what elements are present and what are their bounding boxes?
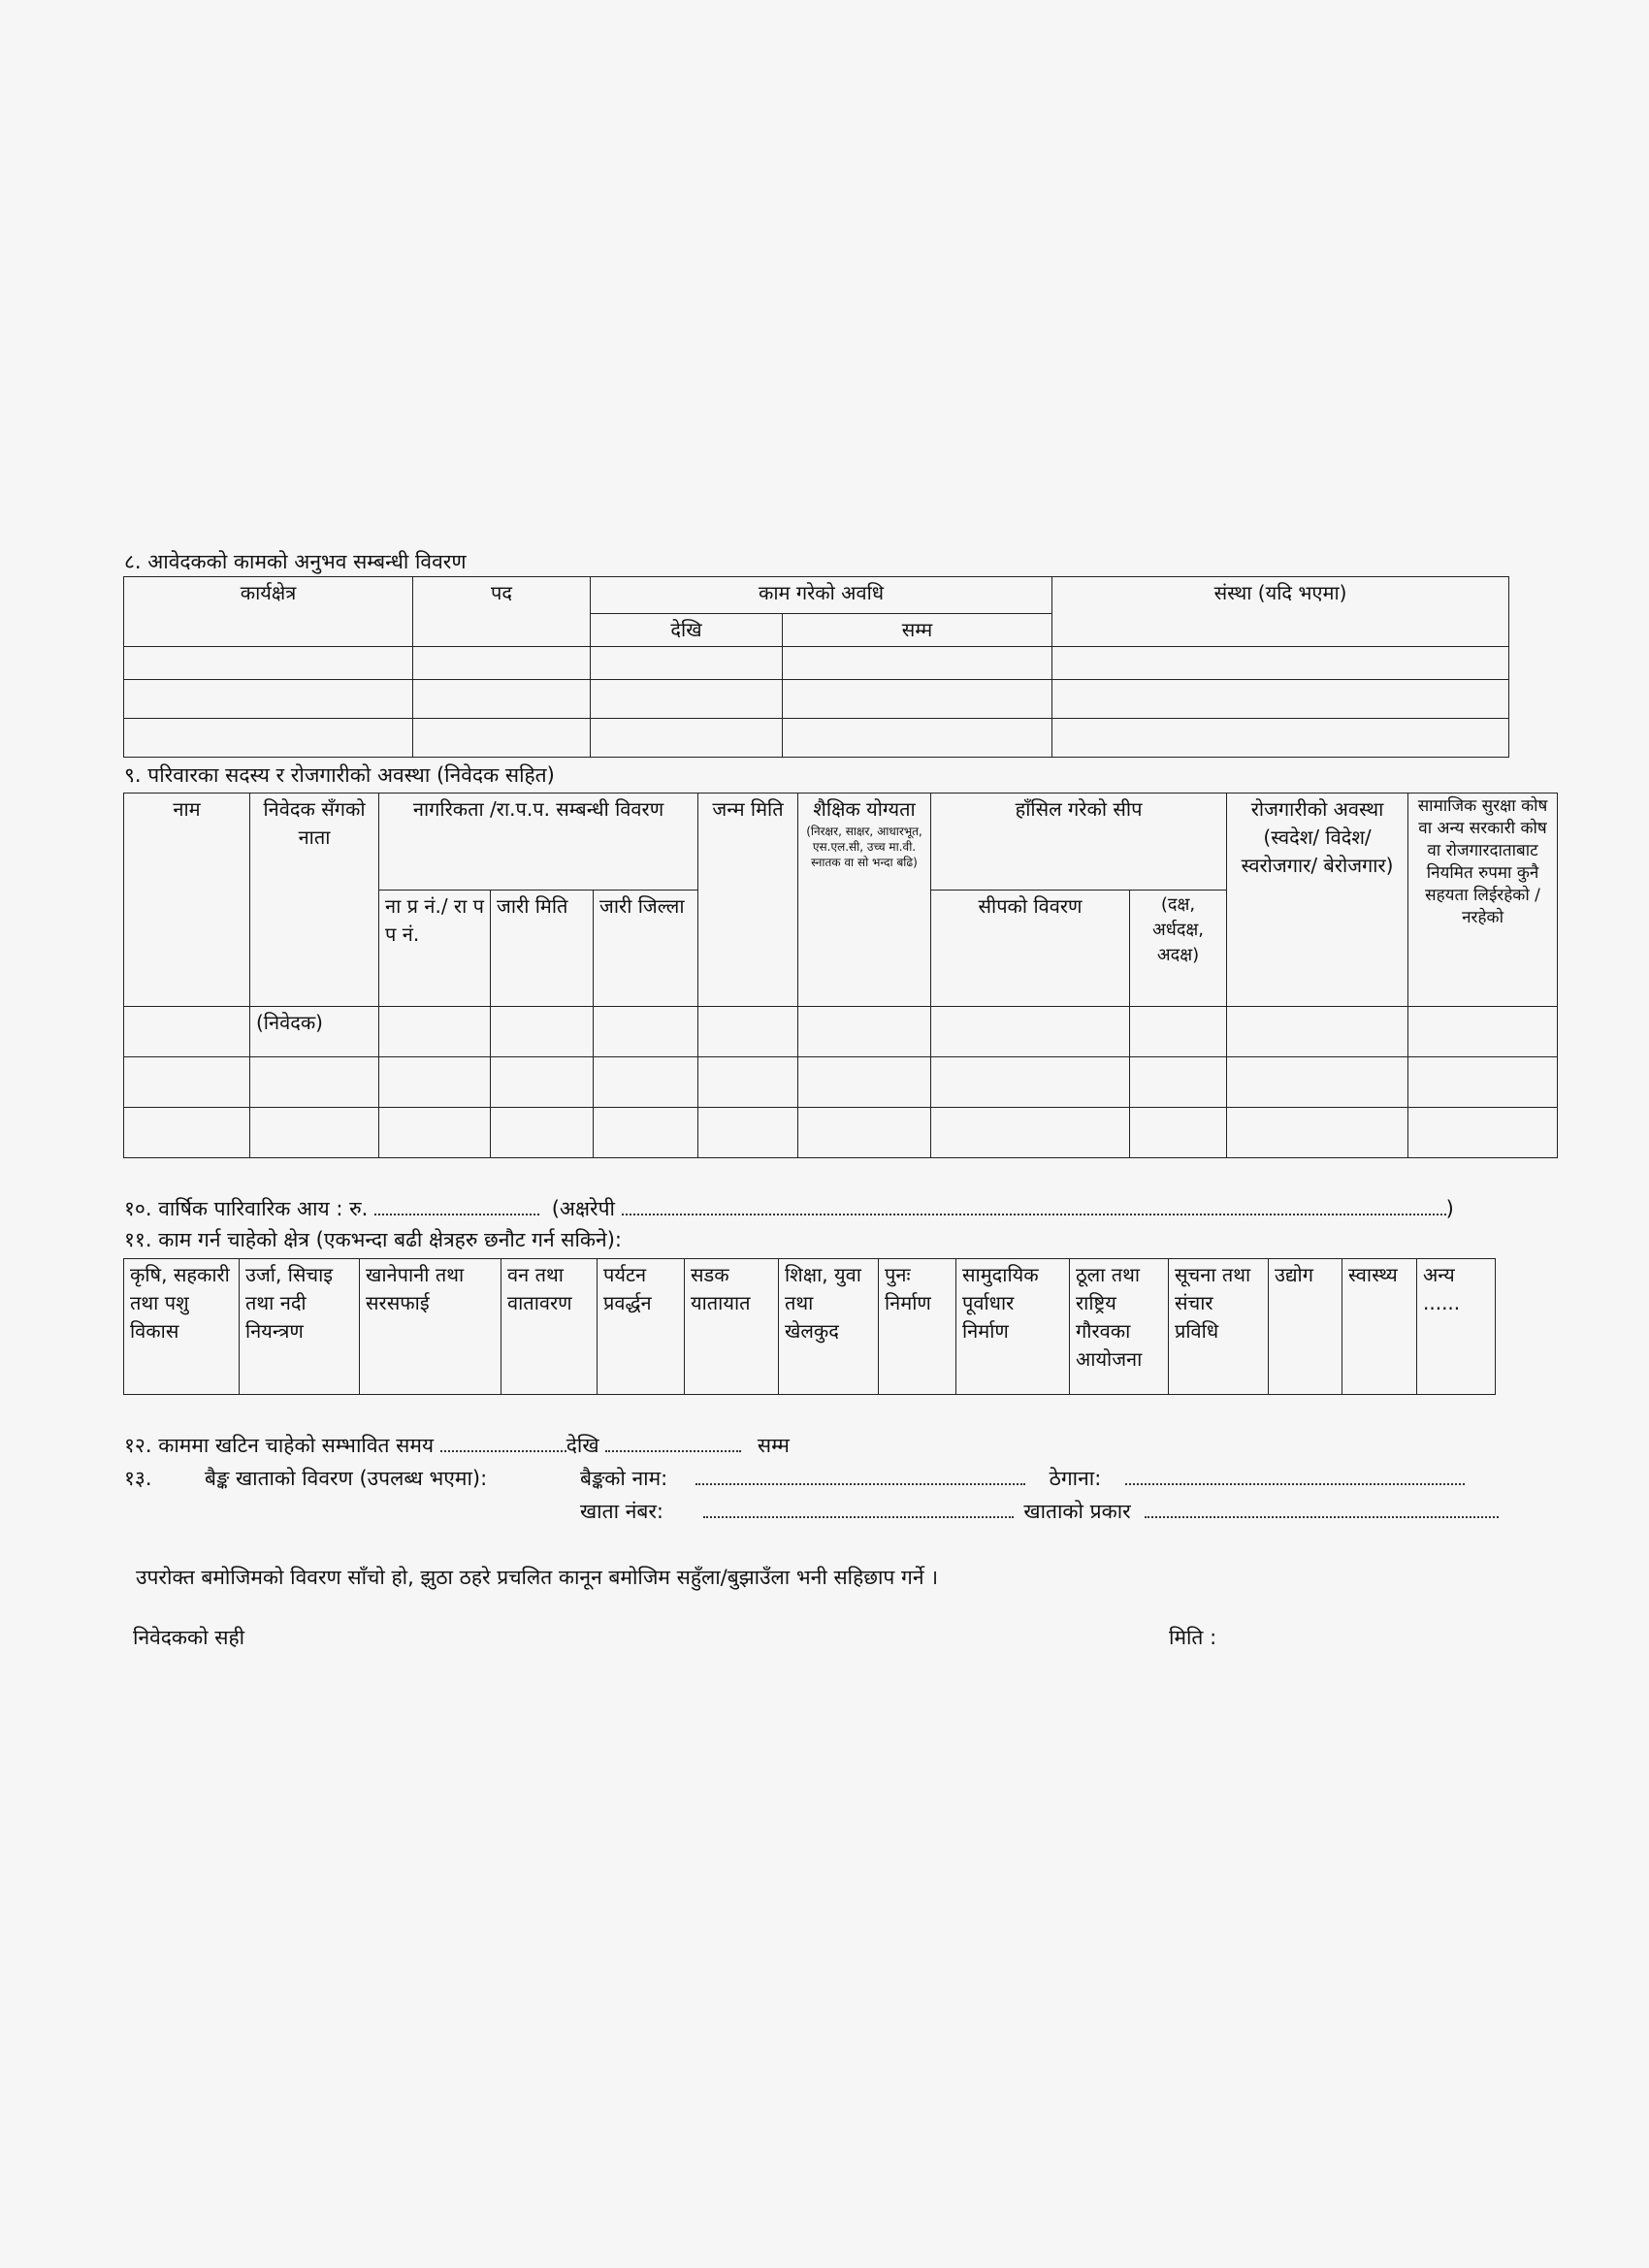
account-type-field[interactable] [1145, 1501, 1499, 1518]
table-row [124, 1007, 1558, 1057]
work-area-option[interactable]: उर्जा, सिचाइ तथा नदी नियन्त्रण [240, 1259, 360, 1395]
bank-number: १३. [124, 1467, 152, 1490]
applicant-relation-cell: (निवेदक) [250, 1007, 379, 1057]
work-area-option[interactable]: सामुदायिक पूर्वाधार निर्माण [956, 1259, 1070, 1395]
income-in-words-label: (अक्षरेपी [551, 1197, 615, 1220]
signature-label: निवेदकको सही [133, 1626, 245, 1649]
col-skill-detail: सीपको विवरण [931, 891, 1130, 1007]
account-number-label: खाता नंबर: [580, 1500, 664, 1523]
col-from: देखि [591, 614, 783, 647]
col-issue-district: जारी जिल्ला [594, 891, 698, 1007]
col-social-security: सामाजिक सुरक्षा कोष वा अन्य सरकारी कोष वा रोजगारदाताबाट नियमित रुपमा कुनै सहयता लिईरहेको / नरहेको [1408, 794, 1558, 1007]
available-from-label: देखि [566, 1434, 599, 1457]
work-area-option[interactable]: शिक्षा, युवा तथा खेलकुद [779, 1259, 879, 1395]
table-row [124, 647, 1509, 680]
family-members-table [123, 793, 1558, 1158]
col-relation: निवेदक सँगको नाता [250, 794, 379, 1007]
available-from-field[interactable] [440, 1435, 566, 1452]
col-education [798, 794, 931, 1007]
work-experience-table [123, 576, 1509, 758]
work-area-option[interactable]: सूचना तथा संचार प्रविधि [1169, 1259, 1269, 1395]
available-time-line [124, 1432, 790, 1459]
account-type-label: खाताको प्रकार [1023, 1500, 1131, 1523]
work-area-option[interactable]: उद्योग [1269, 1259, 1342, 1395]
available-to-label: सम्म [757, 1434, 790, 1457]
col-employment: रोजगारीको अवस्था (स्वदेश/ विदेश/स्वरोजगार/ बेरोजगार) [1227, 794, 1408, 1007]
table-row [124, 1057, 1558, 1108]
work-area-option[interactable]: कृषि, सहकारी तथा पशु विकास [124, 1259, 240, 1395]
account-number-field[interactable] [703, 1501, 1014, 1518]
col-education-label: शैक्षिक योग्यता [813, 797, 916, 821]
bank-address-label: ठेगाना: [1049, 1467, 1102, 1490]
col-name: नाम [124, 794, 250, 1007]
col-post: पद [413, 577, 591, 647]
annual-income-label: १०. वार्षिक पारिवारिक आय : रु. [124, 1197, 369, 1220]
bank-label: बैङ्क खाताको विवरण (उपलब्ध भएमा): [205, 1467, 488, 1490]
work-area-option[interactable]: अन्य ...... [1417, 1259, 1496, 1395]
col-education-note: (निरक्षर, साक्षर, आधारभूत, एस.एल.सी, उच्च मा.वी. स्नातक वा सो भन्दा बढि) [806, 825, 922, 870]
income-close-paren: ) [1445, 1197, 1454, 1220]
work-area-option[interactable]: पर्यटन प्रवर्द्धन [598, 1259, 685, 1395]
col-field: कार्यक्षेत्र [124, 577, 413, 647]
work-area-table [123, 1258, 1496, 1395]
section-8-title: ८. आवेदकको कामको अनुभव सम्बन्धी विवरण [124, 550, 467, 573]
work-area-option[interactable]: स्वास्थ्य [1342, 1259, 1417, 1395]
available-to-field[interactable] [605, 1435, 741, 1452]
col-skill-level: (दक्ष, अर्धदक्ष, अदक्ष) [1130, 891, 1227, 1007]
bank-name-field[interactable] [695, 1468, 1025, 1485]
work-area-option[interactable]: सडक यातायात [685, 1259, 779, 1395]
bank-name-line [580, 1465, 1465, 1492]
account-line [580, 1498, 1499, 1525]
col-citizenship-number: ना प्र नं./ रा प प नं. [379, 891, 491, 1007]
table-row [124, 680, 1509, 719]
section-9-title: ९. परिवारका सदस्य र रोजगारीको अवस्था (निवेदक सहित) [124, 763, 555, 787]
work-area-option[interactable]: खानेपानी तथा सरसफाई [360, 1259, 501, 1395]
bank-address-field[interactable] [1125, 1468, 1465, 1485]
col-issue-date: जारी मिति [491, 891, 594, 1007]
work-area-row [124, 1259, 1496, 1395]
declaration-text: उपरोक्त बमोजिमको विवरण साँचो हो, झुठा ठहरे प्रचलित कानून बमोजिम सहुँला/बुझाउँला भनी सहिछाप गर्ने । [136, 1566, 939, 1589]
col-to: सम्म [783, 614, 1052, 647]
work-area-option[interactable]: पुनः निर्माण [879, 1259, 956, 1395]
table-row [124, 719, 1509, 758]
section-11-title: ११. काम गर्न चाहेको क्षेत्र (एकभन्दा बढी क्षेत्रहरु छनौट गर्न सकिने): [124, 1228, 622, 1251]
col-period: काम गरेको अवधि [591, 577, 1052, 614]
col-skill: हाँसिल गरेको सीप [931, 794, 1227, 891]
bank-name-label: बैङ्कको नाम: [580, 1467, 668, 1490]
income-in-words-field[interactable] [622, 1198, 1446, 1215]
date-label: मिति : [1169, 1626, 1217, 1649]
work-area-option[interactable]: वन तथा वातावरण [501, 1259, 598, 1395]
work-area-option[interactable]: ठूला तथा राष्ट्रिय गौरवका आयोजना [1070, 1259, 1169, 1395]
annual-income-field[interactable] [374, 1198, 539, 1215]
col-citizenship: नागरिकता /रा.प.प. सम्बन्धी विवरण [379, 794, 698, 891]
annual-income-line [124, 1195, 1454, 1222]
available-time-label: १२. काममा खटिन चाहेको सम्भावित समय [124, 1434, 435, 1457]
table-row [124, 1108, 1558, 1158]
col-organization: संस्था (यदि भएमा) [1052, 577, 1509, 647]
col-dob: जन्म मिति [698, 794, 798, 1007]
